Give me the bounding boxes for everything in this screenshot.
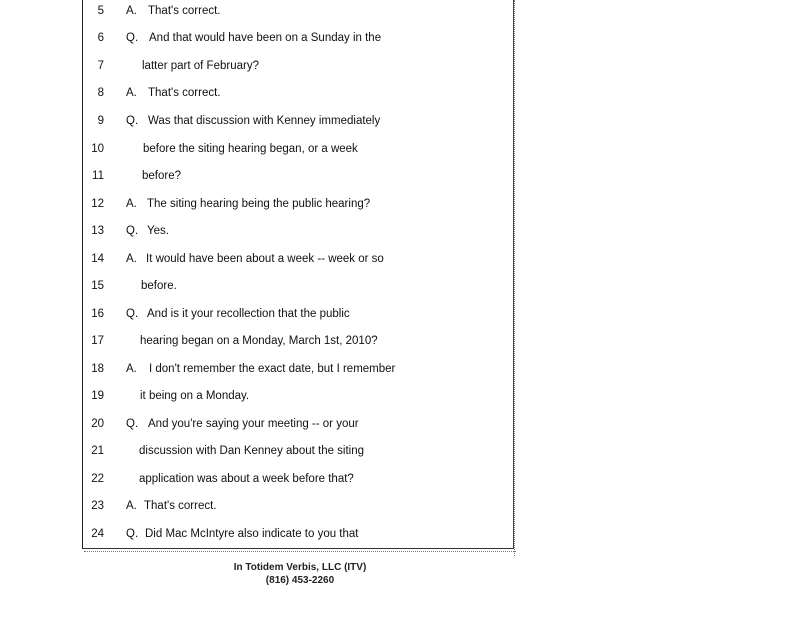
line-text: That's correct. — [148, 5, 221, 17]
line-text: hearing began on a Monday, March 1st, 2010? — [140, 335, 378, 347]
speaker-label: Q. — [126, 308, 139, 320]
line-text: Did Mac McIntyre also indicate to you that — [145, 528, 359, 540]
line-number: 8 — [97, 87, 104, 99]
line-text: That's correct. — [148, 87, 221, 99]
speaker-label: Q. — [126, 115, 139, 127]
line-text: And that would have been on a Sunday in the — [149, 32, 382, 44]
line-text: And you're saying your meeting -- or your — [148, 418, 359, 430]
line-text: latter part of February? — [142, 60, 259, 72]
speaker-label: Q. — [126, 418, 139, 430]
line-text: before the siting hearing began, or a week — [143, 143, 358, 155]
line-text: The siting hearing being the public hearing? — [147, 198, 371, 210]
line-text: before. — [141, 280, 177, 292]
line-text: That's correct. — [144, 500, 217, 512]
line-text: I don't remember the exact date, but I remember — [149, 363, 396, 375]
line-number: 9 — [97, 115, 104, 127]
footer-phone: (816) 453-2260 — [265, 575, 335, 586]
line-number: 12 — [91, 198, 104, 210]
footer-company: In Totidem Verbis, LLC (ITV) — [233, 562, 367, 573]
speaker-label: Q. — [126, 32, 139, 44]
line-number: 6 — [97, 32, 104, 44]
speaker-label: A. — [126, 363, 137, 375]
line-number: 10 — [91, 143, 104, 155]
page-bottom-shadow — [84, 551, 516, 556]
transcript-page-frame — [82, 0, 514, 549]
line-number: 14 — [91, 253, 104, 265]
line-text: application was about a week before that? — [139, 473, 354, 485]
speaker-label: Q. — [126, 528, 139, 540]
line-number: 7 — [97, 60, 104, 72]
line-number: 20 — [91, 418, 104, 430]
line-number: 13 — [91, 225, 104, 237]
line-number: 24 — [91, 528, 104, 540]
line-text: Was that discussion with Kenney immediately — [148, 115, 381, 127]
line-number: 11 — [92, 170, 104, 182]
line-number: 22 — [91, 473, 104, 485]
line-number: 19 — [91, 390, 104, 402]
line-number: 5 — [97, 5, 104, 17]
line-text: it being on a Monday. — [140, 390, 250, 402]
line-number: 17 — [91, 335, 104, 347]
line-number: 18 — [91, 363, 104, 375]
line-text: And is it your recollection that the public — [147, 308, 350, 320]
page-edge-shadow — [514, 0, 519, 556]
speaker-label: A. — [126, 500, 137, 512]
speaker-label: A. — [126, 5, 137, 17]
line-number: 23 — [91, 500, 104, 512]
line-number: 15 — [91, 280, 104, 292]
speaker-label: A. — [126, 87, 137, 99]
line-number: 21 — [91, 445, 104, 457]
line-text: It would have been about a week -- week or so — [146, 253, 384, 265]
speaker-label: A. — [126, 198, 137, 210]
line-text: before? — [142, 170, 182, 182]
line-text: discussion with Dan Kenney about the siting — [139, 445, 365, 457]
speaker-label: Q. — [126, 225, 139, 237]
line-text: Yes. — [147, 225, 169, 237]
line-number: 16 — [91, 308, 104, 320]
speaker-label: A. — [126, 253, 137, 265]
